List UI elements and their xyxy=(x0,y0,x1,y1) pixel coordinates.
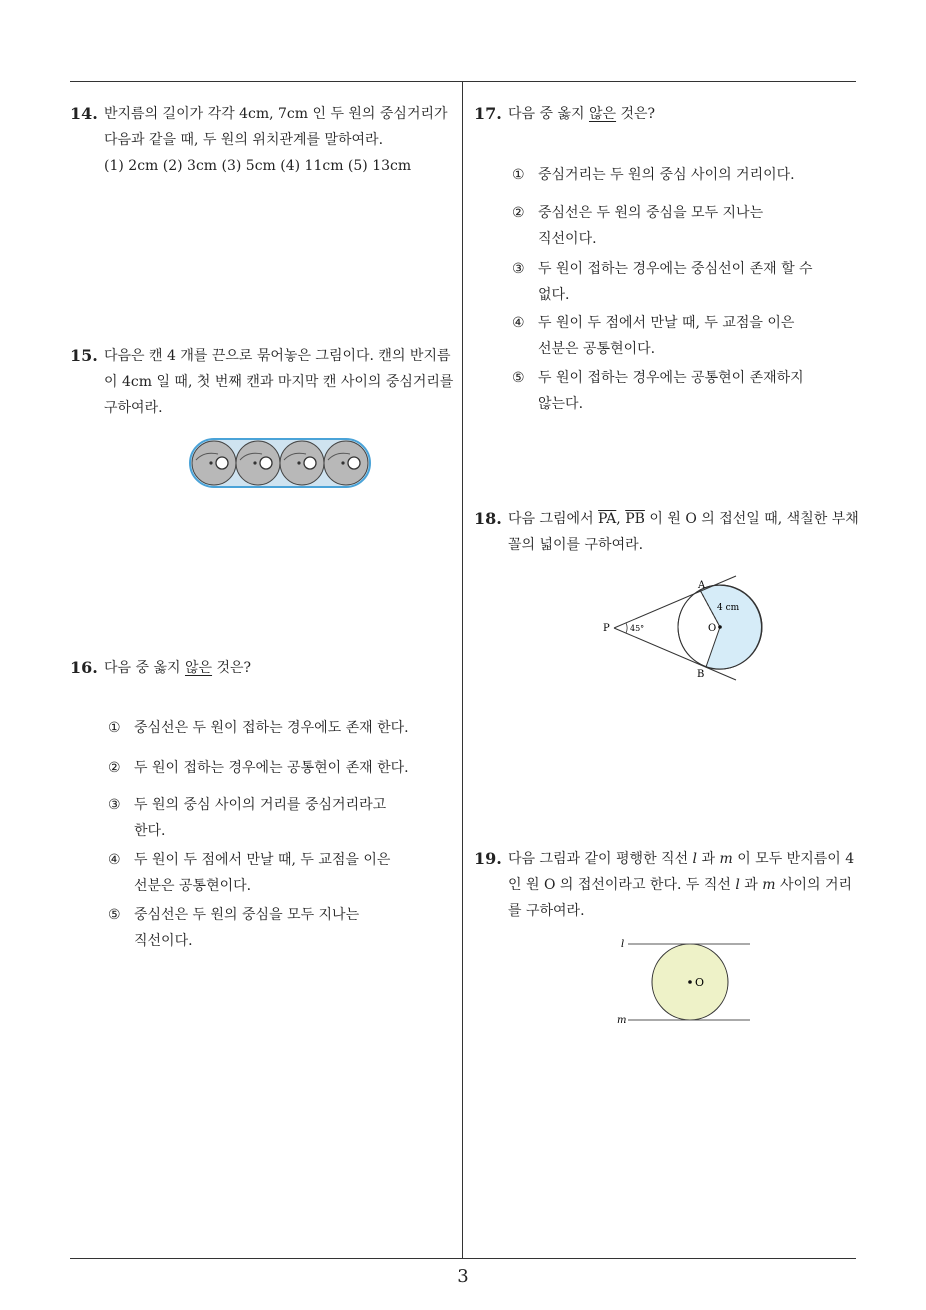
question-number: 15. xyxy=(70,346,98,365)
can-2 xyxy=(236,441,280,485)
parallel-lines-figure xyxy=(614,934,754,1026)
question-14 xyxy=(70,101,454,179)
question-text-end: 사이의 거리를 구하여라. xyxy=(508,877,853,919)
option-text: 두 원이 접하는 경우에는 공통현이 존재 한다. xyxy=(134,760,409,776)
label-radius: 4 cm xyxy=(717,603,740,613)
option-text-cont: 않는다. xyxy=(538,396,584,412)
column-divider xyxy=(462,82,463,1259)
question-number: 14. xyxy=(70,104,98,123)
question-number: 18. xyxy=(474,509,502,528)
bottom-rule xyxy=(70,1258,856,1259)
option-text: 두 원이 접하는 경우에는 공통현이 존재하지 xyxy=(538,370,804,386)
option-text: 중심거리는 두 원의 중심 사이의 거리이다. xyxy=(538,167,795,183)
question-text-3: 이 모두 반지름이 4 인 원 O 의 접선이라고 한다. 두 직선 xyxy=(508,851,855,893)
can-4 xyxy=(324,441,368,485)
center-dot xyxy=(688,980,692,984)
option-text-cont: 직선이다. xyxy=(538,231,597,247)
option-text-cont: 선분은 공통현이다. xyxy=(538,341,656,357)
can-3 xyxy=(280,441,324,485)
option-marker: ① xyxy=(108,720,121,736)
question-number: 17. xyxy=(474,104,502,123)
page-number: 3 xyxy=(457,1266,469,1287)
cans-figure xyxy=(188,436,372,490)
var-l: l xyxy=(692,851,698,867)
center-dot xyxy=(718,625,722,629)
label-l: l xyxy=(621,939,625,950)
label-o: O xyxy=(695,976,705,989)
option-text-cont: 한다. xyxy=(134,823,166,839)
option-text-cont: 선분은 공통현이다. xyxy=(134,878,252,894)
segment-pa: $\overline{PA}$ xyxy=(598,511,617,527)
top-rule xyxy=(70,81,856,82)
question-text: 다음 그림과 같이 평행한 직선 xyxy=(508,851,693,867)
option-text: 중심선은 두 원이 접하는 경우에도 존재 한다. xyxy=(134,720,409,736)
option-5[interactable] xyxy=(512,365,804,417)
option-4[interactable] xyxy=(512,310,794,362)
option-4[interactable] xyxy=(108,847,390,899)
option-1[interactable] xyxy=(512,162,795,188)
question-text-end: 이 원 O 의 접선일 때, 색칠한 부채꼴의 넓이를 구하여라. xyxy=(508,511,859,553)
underlined-word: 않은 xyxy=(588,106,617,122)
label-a: A xyxy=(698,580,706,591)
option-marker: ④ xyxy=(108,852,121,868)
angle-arc xyxy=(626,623,627,633)
var-m-2: m xyxy=(762,877,776,893)
option-marker: ④ xyxy=(512,315,525,331)
option-marker: ② xyxy=(108,760,121,776)
label-p: P xyxy=(603,623,610,634)
question-text-4: 과 xyxy=(739,877,763,893)
question-text-2: 과 xyxy=(697,851,720,867)
question-text-end: 것은? xyxy=(616,106,656,122)
label-o: O xyxy=(708,623,717,634)
option-text: 두 원이 접하는 경우에는 중심선이 존재 할 수 xyxy=(538,261,813,277)
question-text: 다음 중 옳지 xyxy=(508,106,589,122)
var-m: m xyxy=(719,851,733,867)
question-19 xyxy=(474,846,862,924)
question-subitems: (1) 2cm (2) 3cm (3) 5cm (4) 11cm (5) 13cm xyxy=(104,158,412,174)
option-text: 두 원이 두 점에서 만날 때, 두 교점을 이은 xyxy=(538,315,795,331)
option-marker: ③ xyxy=(512,261,525,277)
question-17 xyxy=(474,101,858,127)
question-text: 다음은 캔 4 개를 끈으로 묶어놓은 그림이다. 캔의 반지름이 4cm 일 때, 첫 번째 캔과 마지막 캔 사이의 중심거리를 구하여라. xyxy=(104,348,454,416)
segment-pb: $\overline{PB}$ xyxy=(625,511,645,527)
option-text: 두 원이 두 점에서 만날 때, 두 교점을 이은 xyxy=(134,852,391,868)
question-text: 다음 그림에서 xyxy=(508,511,599,527)
question-15 xyxy=(70,343,454,421)
option-marker: ① xyxy=(512,167,525,183)
option-marker: ⑤ xyxy=(512,370,525,386)
option-text-cont: 직선이다. xyxy=(134,933,193,949)
label-m: m xyxy=(617,1015,627,1026)
option-text: 중심선은 두 원의 중심을 모두 지나는 xyxy=(538,205,764,221)
var-l-2: l xyxy=(735,877,740,893)
option-marker: ③ xyxy=(108,797,121,813)
option-2[interactable] xyxy=(108,755,409,781)
question-number: 19. xyxy=(474,849,502,868)
option-marker: ⑤ xyxy=(108,907,121,923)
option-text: 두 원의 중심 사이의 거리를 중심거리라고 xyxy=(134,797,387,813)
option-5[interactable] xyxy=(108,902,359,954)
option-2[interactable] xyxy=(512,200,763,252)
option-text-cont: 없다. xyxy=(538,287,570,303)
can-1 xyxy=(192,441,236,485)
underlined-word: 않은 xyxy=(184,660,213,676)
question-text: 반지름의 길이가 각각 4cm, 7cm 인 두 원의 중심거리가 다음과 같을 때, 두 원의 위치관계를 말하여라. xyxy=(104,106,448,148)
question-text-sep: , xyxy=(616,511,626,527)
question-number: 16. xyxy=(70,658,98,677)
option-3[interactable] xyxy=(512,256,813,308)
option-1[interactable] xyxy=(108,715,409,741)
question-18 xyxy=(474,506,862,558)
tangent-figure xyxy=(596,572,770,684)
option-3[interactable] xyxy=(108,792,386,844)
label-b: B xyxy=(697,669,705,680)
question-16 xyxy=(70,655,454,681)
label-angle: 45° xyxy=(630,624,645,633)
question-text: 다음 중 옳지 xyxy=(104,660,185,676)
option-marker: ② xyxy=(512,205,525,221)
option-text: 중심선은 두 원의 중심을 모두 지나는 xyxy=(134,907,360,923)
question-text-end: 것은? xyxy=(212,660,252,676)
